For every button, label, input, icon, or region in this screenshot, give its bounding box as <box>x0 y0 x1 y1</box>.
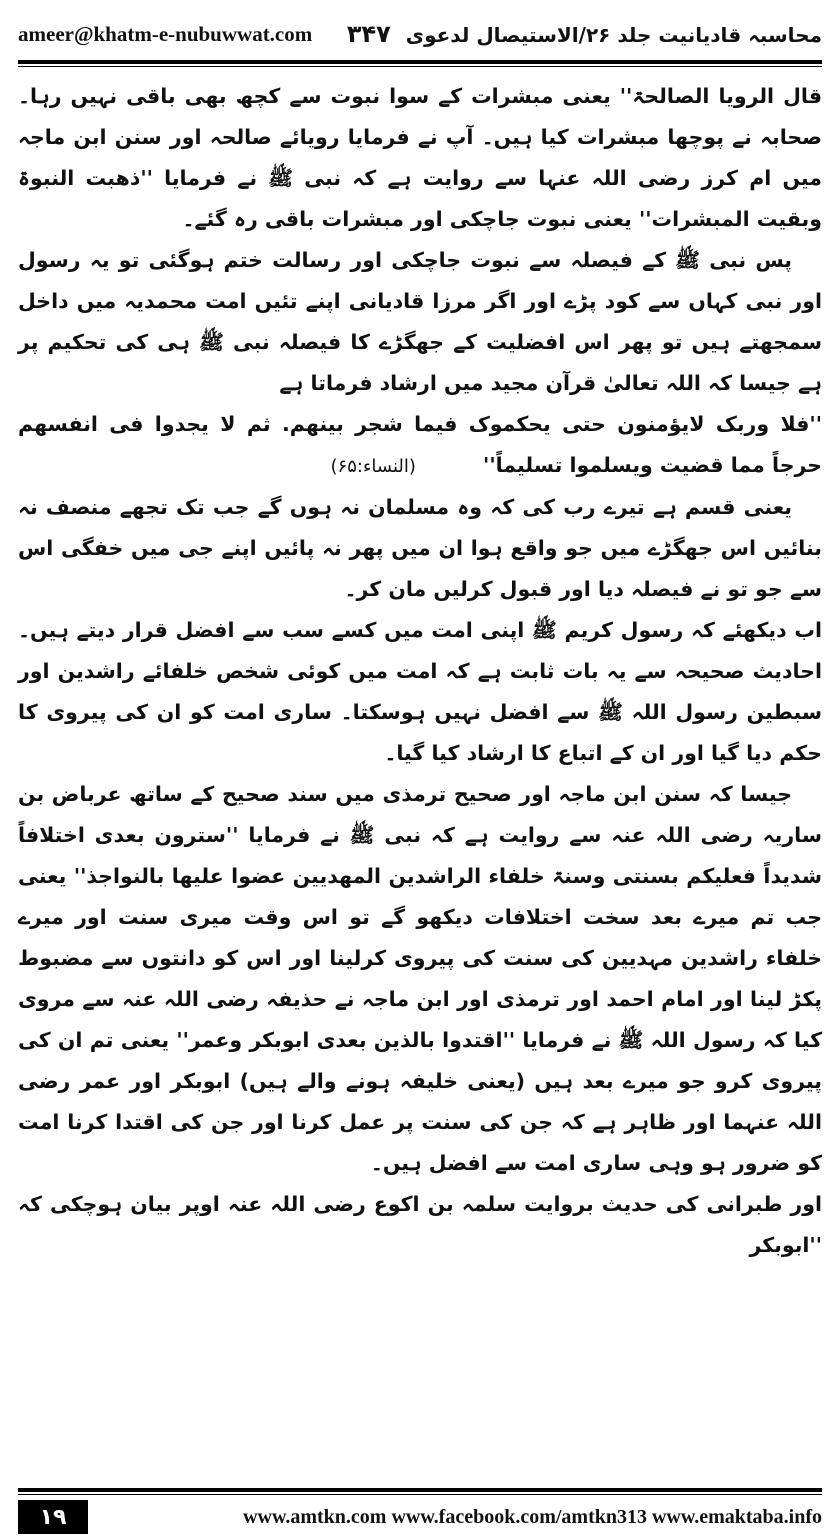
paragraph-3: یعنی قسم ہے تیرے رب کی کہ وہ مسلمان نہ ہوں گے جب تک تجھے منصف نہ بنائیں اس جھگڑے میں جو واقع ہوا ان میں پھر نہ پائیں اپنے جی میں خفگی اس سے جو تو نے فیصلہ دیا اور قبول کرلیں مان کر۔ <box>18 495 822 601</box>
page-footer <box>18 1500 822 1534</box>
header-page-number: ۳۴۷ <box>346 20 391 48</box>
footer-rule-thick <box>18 1488 822 1492</box>
quran-verse <box>18 404 822 487</box>
footer-links: www.amtkn.com www.facebook.com/amtkn313 www.emaktaba.info <box>243 1505 822 1528</box>
footer-page-number: ۱۹ <box>18 1500 88 1534</box>
quran-reference: (النساء:۶۵) <box>330 456 416 477</box>
header-rule-thick <box>18 60 822 64</box>
paragraph-4: اب دیکھئے کہ رسول کریم ﷺ اپنی امت میں کسے سب سے افضل قرار دیتے ہیں۔ احادیث صحیحہ سے یہ بات ثابت ہے کہ امت میں کوئی شخص خلفائے راشدین اور سبطین رسول اللہ ﷺ سے افضل نہیں ہوسکتا۔ ساری امت کو ان کی پیروی کا حکم دیا گیا اور ان کے اتباع کا ارشاد کیا گیا۔ <box>18 618 822 765</box>
quran-verse-text: ''فلا وربک لایؤمنون حتی یحکموک فیما شجر بینھم. ثم لا یجدوا فی انفسھم حرجاً مما قضیت ویسلموا تسلیماً'' <box>18 412 822 477</box>
paragraph-2: پس نبی ﷺ کے فیصلہ سے نبوت جاچکی اور رسالت ختم ہوگئی تو یہ رسول اور نبی کہاں سے کود پڑے اور اگر مرزا قادیانی اپنے تئیں امت محمدیہ میں داخل سمجھتے ہیں تو پھر اس افضلیت کے جھگڑے کا فیصلہ نبی ﷺ ہی کی تحکیم پر ہے جیسا کہ اللہ تعالیٰ قرآن مجید میں ارشاد فرماتا ہے <box>18 248 822 395</box>
book-title: محاسبہ قادیانیت جلد ۲۶/الاستیصال لدعوی <box>405 23 822 47</box>
header-title <box>339 20 822 48</box>
paragraph-1: قال الرویا الصالحۃ'' یعنی مبشرات کے سوا نبوت سے کچھ بھی باقی نہیں رہا۔ صحابہ نے پوچھا مبشرات کیا ہیں۔ آپ نے فرمایا رویائے صالحہ اور سنن ابن ماجہ میں ام کرز رضی اللہ عنہا سے روایت ہے کہ نبی ﷺ نے فرمایا ''ذھبت النبوۃ وبقیت المبشرات'' یعنی نبوت جاچکی اور مبشرات باقی رہ گئے۔ <box>18 84 822 231</box>
header-rule-thin <box>18 66 822 67</box>
paragraph-5: جیسا کہ سنن ابن ماجہ اور صحیح ترمذی میں سند صحیح کے ساتھ عرباض بن ساریہ رضی اللہ عنہ سے روایت ہے کہ نبی ﷺ نے فرمایا ''سترون بعدی اختلافاً شدیداً فعلیکم بسنتی وسنۃ خلفاء الراشدین المھدیین عضوا علیھا بالنواجذ'' یعنی جب تم میرے بعد سخت اختلافات دیکھو گے تو اس وقت میری سنت اور میرے خلفاء راشدین مہدیین کی سنت کی پیروی کرلینا اور اس کو دانتوں سے مضبوط پکڑ لینا اور امام احمد اور ترمذی اور ابن ماجہ نے حذیفہ رضی اللہ عنہ سے مروی کیا کہ رسول اللہ ﷺ نے فرمایا ''اقتدوا بالذین بعدی ابوبکر وعمر'' یعنی تم ان کی پیروی کرو جو میرے بعد ہیں (یعنی خلیفہ ہونے والے ہیں) ابوبکر اور عمر رضی اللہ عنہما اور ظاہر ہے کہ جن کی سنت پر عمل کرنا اور جن کی اقتدا کرنا امت کو ضرور ہو وہی ساری امت سے افضل ہیں۔ <box>18 782 822 1175</box>
page-header <box>18 14 822 54</box>
footer-rule-thin <box>18 1494 822 1495</box>
page-body <box>18 76 822 1266</box>
header-email: ameer@khatm-e-nubuwwat.com <box>18 21 313 46</box>
paragraph-6: اور طبرانی کی حدیث بروایت سلمہ بن اکوع رضی اللہ عنہ اوپر بیان ہوچکی کہ ''ابوبکر <box>18 1192 822 1257</box>
